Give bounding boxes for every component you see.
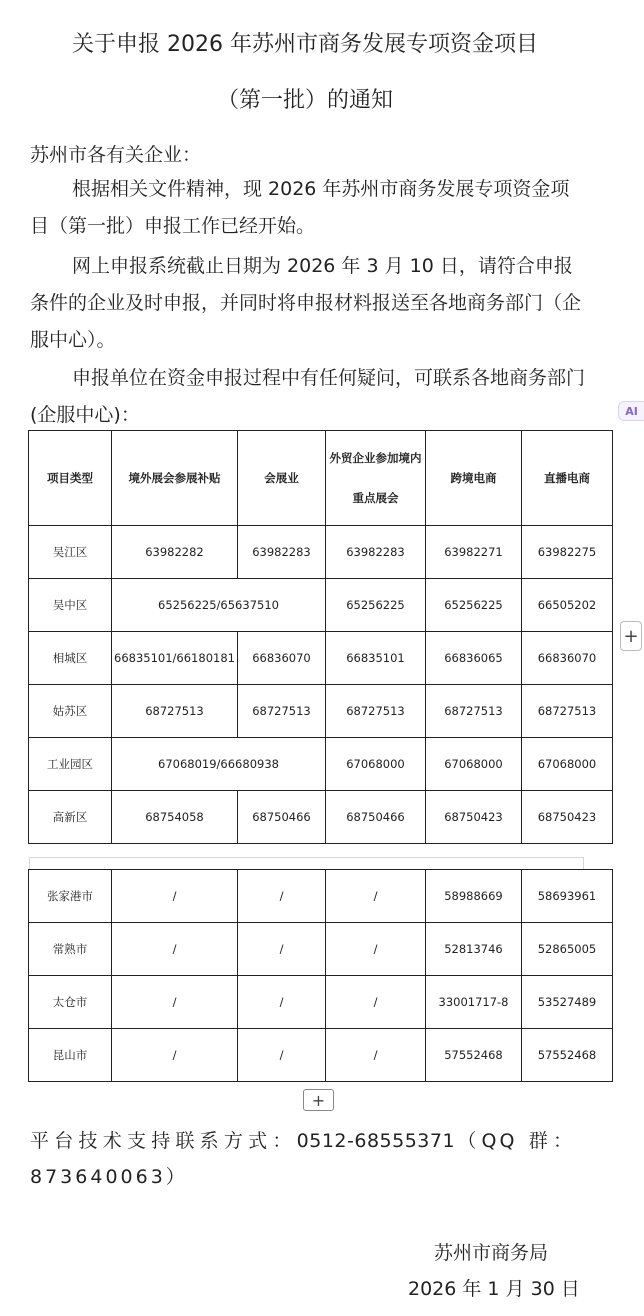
table-row <box>29 791 613 844</box>
contact-table-part-2 <box>28 869 613 1082</box>
exhibition-cell: / <box>238 1029 326 1082</box>
add-row-button[interactable]: + <box>303 1089 334 1111</box>
table-row <box>29 976 613 1029</box>
crossborder-cell: 66836065 <box>426 632 522 685</box>
crossborder-cell: 58988669 <box>426 870 522 923</box>
table-row <box>29 579 613 632</box>
header-domestic-exhibition: 外贸企业参加境内重点展会 <box>326 431 426 526</box>
district-cell: 吴江区 <box>29 526 112 579</box>
table-row <box>29 632 613 685</box>
livestream-cell: 68727513 <box>522 685 613 738</box>
livestream-cell: 67068000 <box>522 738 613 791</box>
livestream-cell: 53527489 <box>522 976 613 1029</box>
exhibition-cell: / <box>238 976 326 1029</box>
exhibition-cell: 66836070 <box>238 632 326 685</box>
district-cell: 相城区 <box>29 632 112 685</box>
livestream-cell: 52865005 <box>522 923 613 976</box>
contact-table-part-1 <box>28 430 613 844</box>
header-exhibition-industry: 会展业 <box>238 431 326 526</box>
document-title-line-2: （第一批）的通知 <box>216 88 393 113</box>
district-cell: 昆山市 <box>29 1029 112 1082</box>
livestream-cell: 57552468 <box>522 1029 613 1082</box>
document-title-line-1: 关于申报 2026 年苏州市商务发展专项资金项目 <box>72 32 538 57</box>
livestream-cell: 63982275 <box>522 526 613 579</box>
district-cell: 张家港市 <box>29 870 112 923</box>
overseas-cell: 68754058 <box>112 791 238 844</box>
overseas-cell: 68727513 <box>112 685 238 738</box>
overseas-cell: 66835101/66180181 <box>112 632 238 685</box>
table-row <box>29 1029 613 1082</box>
table-row <box>29 738 613 791</box>
header-livestream-ecommerce: 直播电商 <box>522 431 613 526</box>
domestic-cell: / <box>326 976 426 1029</box>
overseas-cell: 63982282 <box>112 526 238 579</box>
table-row <box>29 923 613 976</box>
livestream-cell: 58693961 <box>522 870 613 923</box>
support-contact-label: 平台技术支持联系方式： <box>30 1130 297 1152</box>
domestic-cell: 68727513 <box>326 685 426 738</box>
ai-assistant-button[interactable]: AI <box>618 401 644 421</box>
district-cell: 常熟市 <box>29 923 112 976</box>
add-column-button[interactable]: + <box>620 621 642 651</box>
district-cell: 太仓市 <box>29 976 112 1029</box>
crossborder-cell: 57552468 <box>426 1029 522 1082</box>
district-cell: 姑苏区 <box>29 685 112 738</box>
livestream-cell: 66505202 <box>522 579 613 632</box>
crossborder-cell: 68750423 <box>426 791 522 844</box>
district-cell: 高新区 <box>29 791 112 844</box>
support-phone: 0512-68555371 <box>296 1130 456 1152</box>
crossborder-cell: 67068000 <box>426 738 522 791</box>
domestic-cell: / <box>326 1029 426 1082</box>
domestic-cell: 68750466 <box>326 791 426 844</box>
domestic-cell: / <box>326 923 426 976</box>
page-break <box>29 857 584 869</box>
domestic-cell: 66835101 <box>326 632 426 685</box>
table-row <box>29 685 613 738</box>
exhibition-cell: / <box>238 870 326 923</box>
crossborder-cell: 33001717-8 <box>426 976 522 1029</box>
paragraph-1: 根据相关文件精神，现 2026 年苏州市商务发展专项资金项目（第一批）申报工作已经开始。 <box>30 178 570 237</box>
overseas-cell: / <box>112 976 238 1029</box>
domestic-cell: 67068000 <box>326 738 426 791</box>
crossborder-cell: 65256225 <box>426 579 522 632</box>
district-cell: 吴中区 <box>29 579 112 632</box>
domestic-cell: / <box>326 870 426 923</box>
header-cross-border-ecommerce: 跨境电商 <box>426 431 522 526</box>
signature-organization: 苏州市商务局 <box>434 1242 549 1264</box>
livestream-cell: 68750423 <box>522 791 613 844</box>
district-cell: 工业园区 <box>29 738 112 791</box>
table-row <box>29 870 613 923</box>
table-row <box>29 526 613 579</box>
exhibition-cell: / <box>238 923 326 976</box>
header-overseas-exhibition: 境外展会参展补贴 <box>112 431 238 526</box>
exhibition-cell: 68750466 <box>238 791 326 844</box>
overseas-cell: / <box>112 1029 238 1082</box>
overseas-cell: / <box>112 923 238 976</box>
overseas-exhibition-merged-cell: 67068019/66680938 <box>112 738 326 791</box>
table-header-row <box>29 431 613 526</box>
overseas-cell: / <box>112 870 238 923</box>
header-project-type: 项目类型 <box>29 431 112 526</box>
support-qq-group: （QQ 群：873640063） <box>30 1130 575 1188</box>
signature-date: 2026 年 1 月 30 日 <box>408 1278 580 1300</box>
crossborder-cell: 63982271 <box>426 526 522 579</box>
crossborder-cell: 68727513 <box>426 685 522 738</box>
domestic-cell: 63982283 <box>326 526 426 579</box>
exhibition-cell: 63982283 <box>238 526 326 579</box>
exhibition-cell: 68727513 <box>238 685 326 738</box>
livestream-cell: 66836070 <box>522 632 613 685</box>
domestic-cell: 65256225 <box>326 579 426 632</box>
overseas-exhibition-merged-cell: 65256225/65637510 <box>112 579 326 632</box>
support-contact <box>30 1123 575 1195</box>
paragraph-2: 网上申报系统截止日期为 2026 年 3 月 10 日，请符合申报条件的企业及时申报，并同时将申报材料报送至各地商务部门（企服中心）。 <box>30 255 582 351</box>
crossborder-cell: 52813746 <box>426 923 522 976</box>
salutation: 苏州市各有关企业： <box>30 144 202 166</box>
paragraph-3: 申报单位在资金申报过程中有任何疑问，可联系各地商务部门(企服中心)： <box>30 367 586 426</box>
